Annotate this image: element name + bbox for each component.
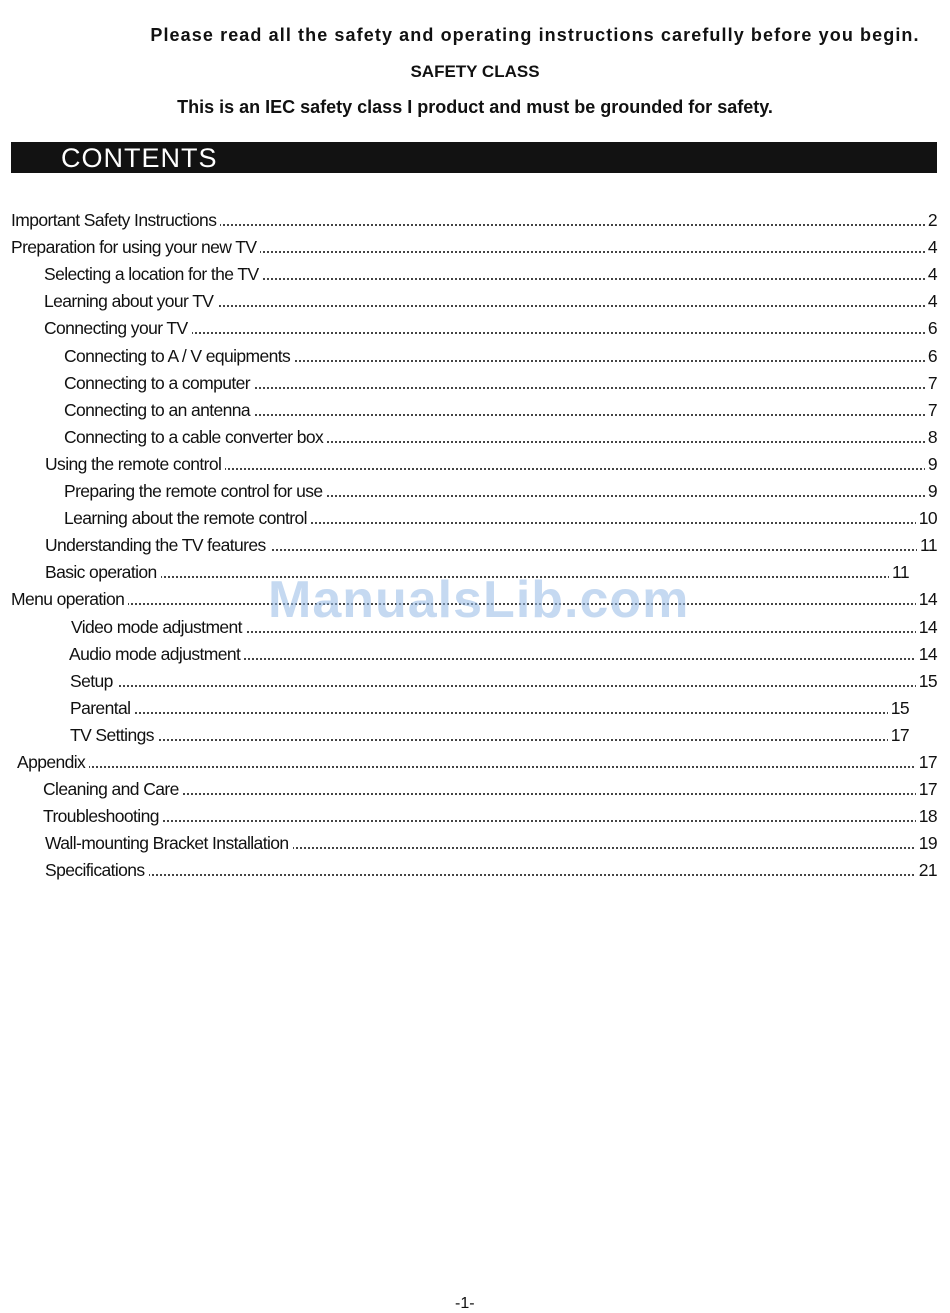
toc-entry-page: 4: [925, 262, 937, 286]
toc-entry-label: Menu operation: [11, 587, 128, 611]
safety-class-statement: This is an IEC safety class I product and must be grounded for safety.: [177, 97, 773, 117]
page-number: -1-: [455, 1295, 475, 1312]
toc-entry-page: 7: [925, 371, 937, 395]
toc-entry-page: 14: [916, 615, 937, 639]
toc-entry-page: 14: [916, 642, 937, 666]
toc-entry-page: 19: [916, 831, 937, 855]
toc-entry-page: 10: [916, 506, 937, 530]
safety-instructions-notice: Please read all the safety and operating instructions carefully before you begin.: [150, 25, 920, 45]
toc-entry[interactable]: [70, 696, 909, 720]
toc-entry-label: Preparation for using your new TV: [11, 235, 260, 259]
toc-entry-label: Preparing the remote control for use: [64, 479, 327, 503]
toc-entry[interactable]: [44, 289, 937, 313]
toc-entry[interactable]: [43, 777, 937, 801]
toc-entry-page: 2: [925, 208, 937, 232]
toc-entry-label: Wall-mounting Bracket Installation: [45, 831, 293, 855]
toc-entry-label: Appendix: [17, 750, 89, 774]
toc-entry-page: 15: [916, 669, 937, 693]
toc-leader-dots: [17, 766, 937, 768]
toc-entry-page: 8: [925, 425, 937, 449]
toc-entry-label: Setup: [70, 669, 117, 693]
toc-entry-label: Connecting to a computer: [64, 371, 254, 395]
contents-title: CONTENTS: [61, 143, 218, 173]
toc-entry[interactable]: [70, 669, 937, 693]
toc-entry-page: 21: [916, 858, 937, 882]
toc-entry-page: 6: [925, 316, 937, 340]
toc-entry[interactable]: [45, 533, 937, 557]
toc-entry[interactable]: [64, 398, 937, 422]
toc-entry-label: Connecting to an antenna: [64, 398, 254, 422]
toc-entry-label: Connecting to a cable converter box: [64, 425, 327, 449]
toc-entry-page: 4: [925, 235, 937, 259]
toc-entry-label: Using the remote control: [45, 452, 225, 476]
toc-entry-page: 17: [888, 723, 909, 747]
toc-entry-label: Basic operation: [45, 560, 161, 584]
toc-entry-page: 6: [925, 344, 937, 368]
toc-entry-page: 4: [925, 289, 937, 313]
toc-entry[interactable]: [11, 235, 937, 259]
toc-entry[interactable]: [69, 642, 937, 666]
toc-entry[interactable]: [70, 723, 909, 747]
toc-entry-label: Video mode adjustment: [71, 615, 246, 639]
toc-entry-label: Specifications: [45, 858, 149, 882]
toc-entry-label: Learning about your TV: [44, 289, 217, 313]
toc-entry-page: 11: [917, 533, 937, 557]
toc-entry-page: 14: [916, 587, 937, 611]
toc-entry[interactable]: [44, 316, 937, 340]
toc-leader-dots: [70, 712, 909, 714]
toc-entry-page: 15: [888, 696, 909, 720]
toc-entry-page: 17: [916, 750, 937, 774]
toc-entry-label: Connecting to A / V equipments: [64, 344, 294, 368]
toc-entry[interactable]: [45, 858, 937, 882]
toc-entry-page: 9: [925, 479, 937, 503]
toc-entry[interactable]: [64, 344, 937, 368]
contents-banner: [11, 142, 937, 173]
toc-entry-label: Audio mode adjustment: [69, 642, 244, 666]
toc-entry-page: 9: [925, 452, 937, 476]
toc-entry[interactable]: [17, 750, 937, 774]
toc-entry-page: 18: [916, 804, 937, 828]
toc-leader-dots: [70, 685, 937, 687]
toc-entry-label: Selecting a location for the TV: [44, 262, 263, 286]
toc-leader-dots: [70, 739, 909, 741]
toc-entry-label: Cleaning and Care: [43, 777, 183, 801]
toc-entry[interactable]: [43, 804, 937, 828]
toc-entry[interactable]: [11, 208, 937, 232]
toc-entry[interactable]: [64, 479, 937, 503]
safety-class-heading: SAFETY CLASS: [410, 62, 540, 81]
toc-entry-label: Connecting your TV: [44, 316, 192, 340]
toc-entry[interactable]: [64, 371, 937, 395]
toc-entry[interactable]: [44, 262, 937, 286]
toc-leader-dots: [43, 820, 937, 822]
toc-entry-label: Learning about the remote control: [64, 506, 311, 530]
toc-entry-label: Important Safety Instructions: [11, 208, 220, 232]
toc-entry-label: Troubleshooting: [43, 804, 163, 828]
toc-entry-page: 17: [916, 777, 937, 801]
toc-entry-label: Understanding the TV features: [45, 533, 270, 557]
toc-entry[interactable]: [64, 506, 937, 530]
toc-entry-label: Parental: [70, 696, 134, 720]
toc-entry[interactable]: [64, 425, 937, 449]
toc-entry-page: 7: [925, 398, 937, 422]
toc-entry[interactable]: [45, 452, 937, 476]
toc-entry-page: 11: [889, 560, 909, 584]
watermark: ManualsLib.com: [268, 571, 690, 629]
toc-entry-label: TV Settings: [70, 723, 158, 747]
toc-leader-dots: [45, 874, 937, 876]
toc-entry[interactable]: [45, 831, 937, 855]
